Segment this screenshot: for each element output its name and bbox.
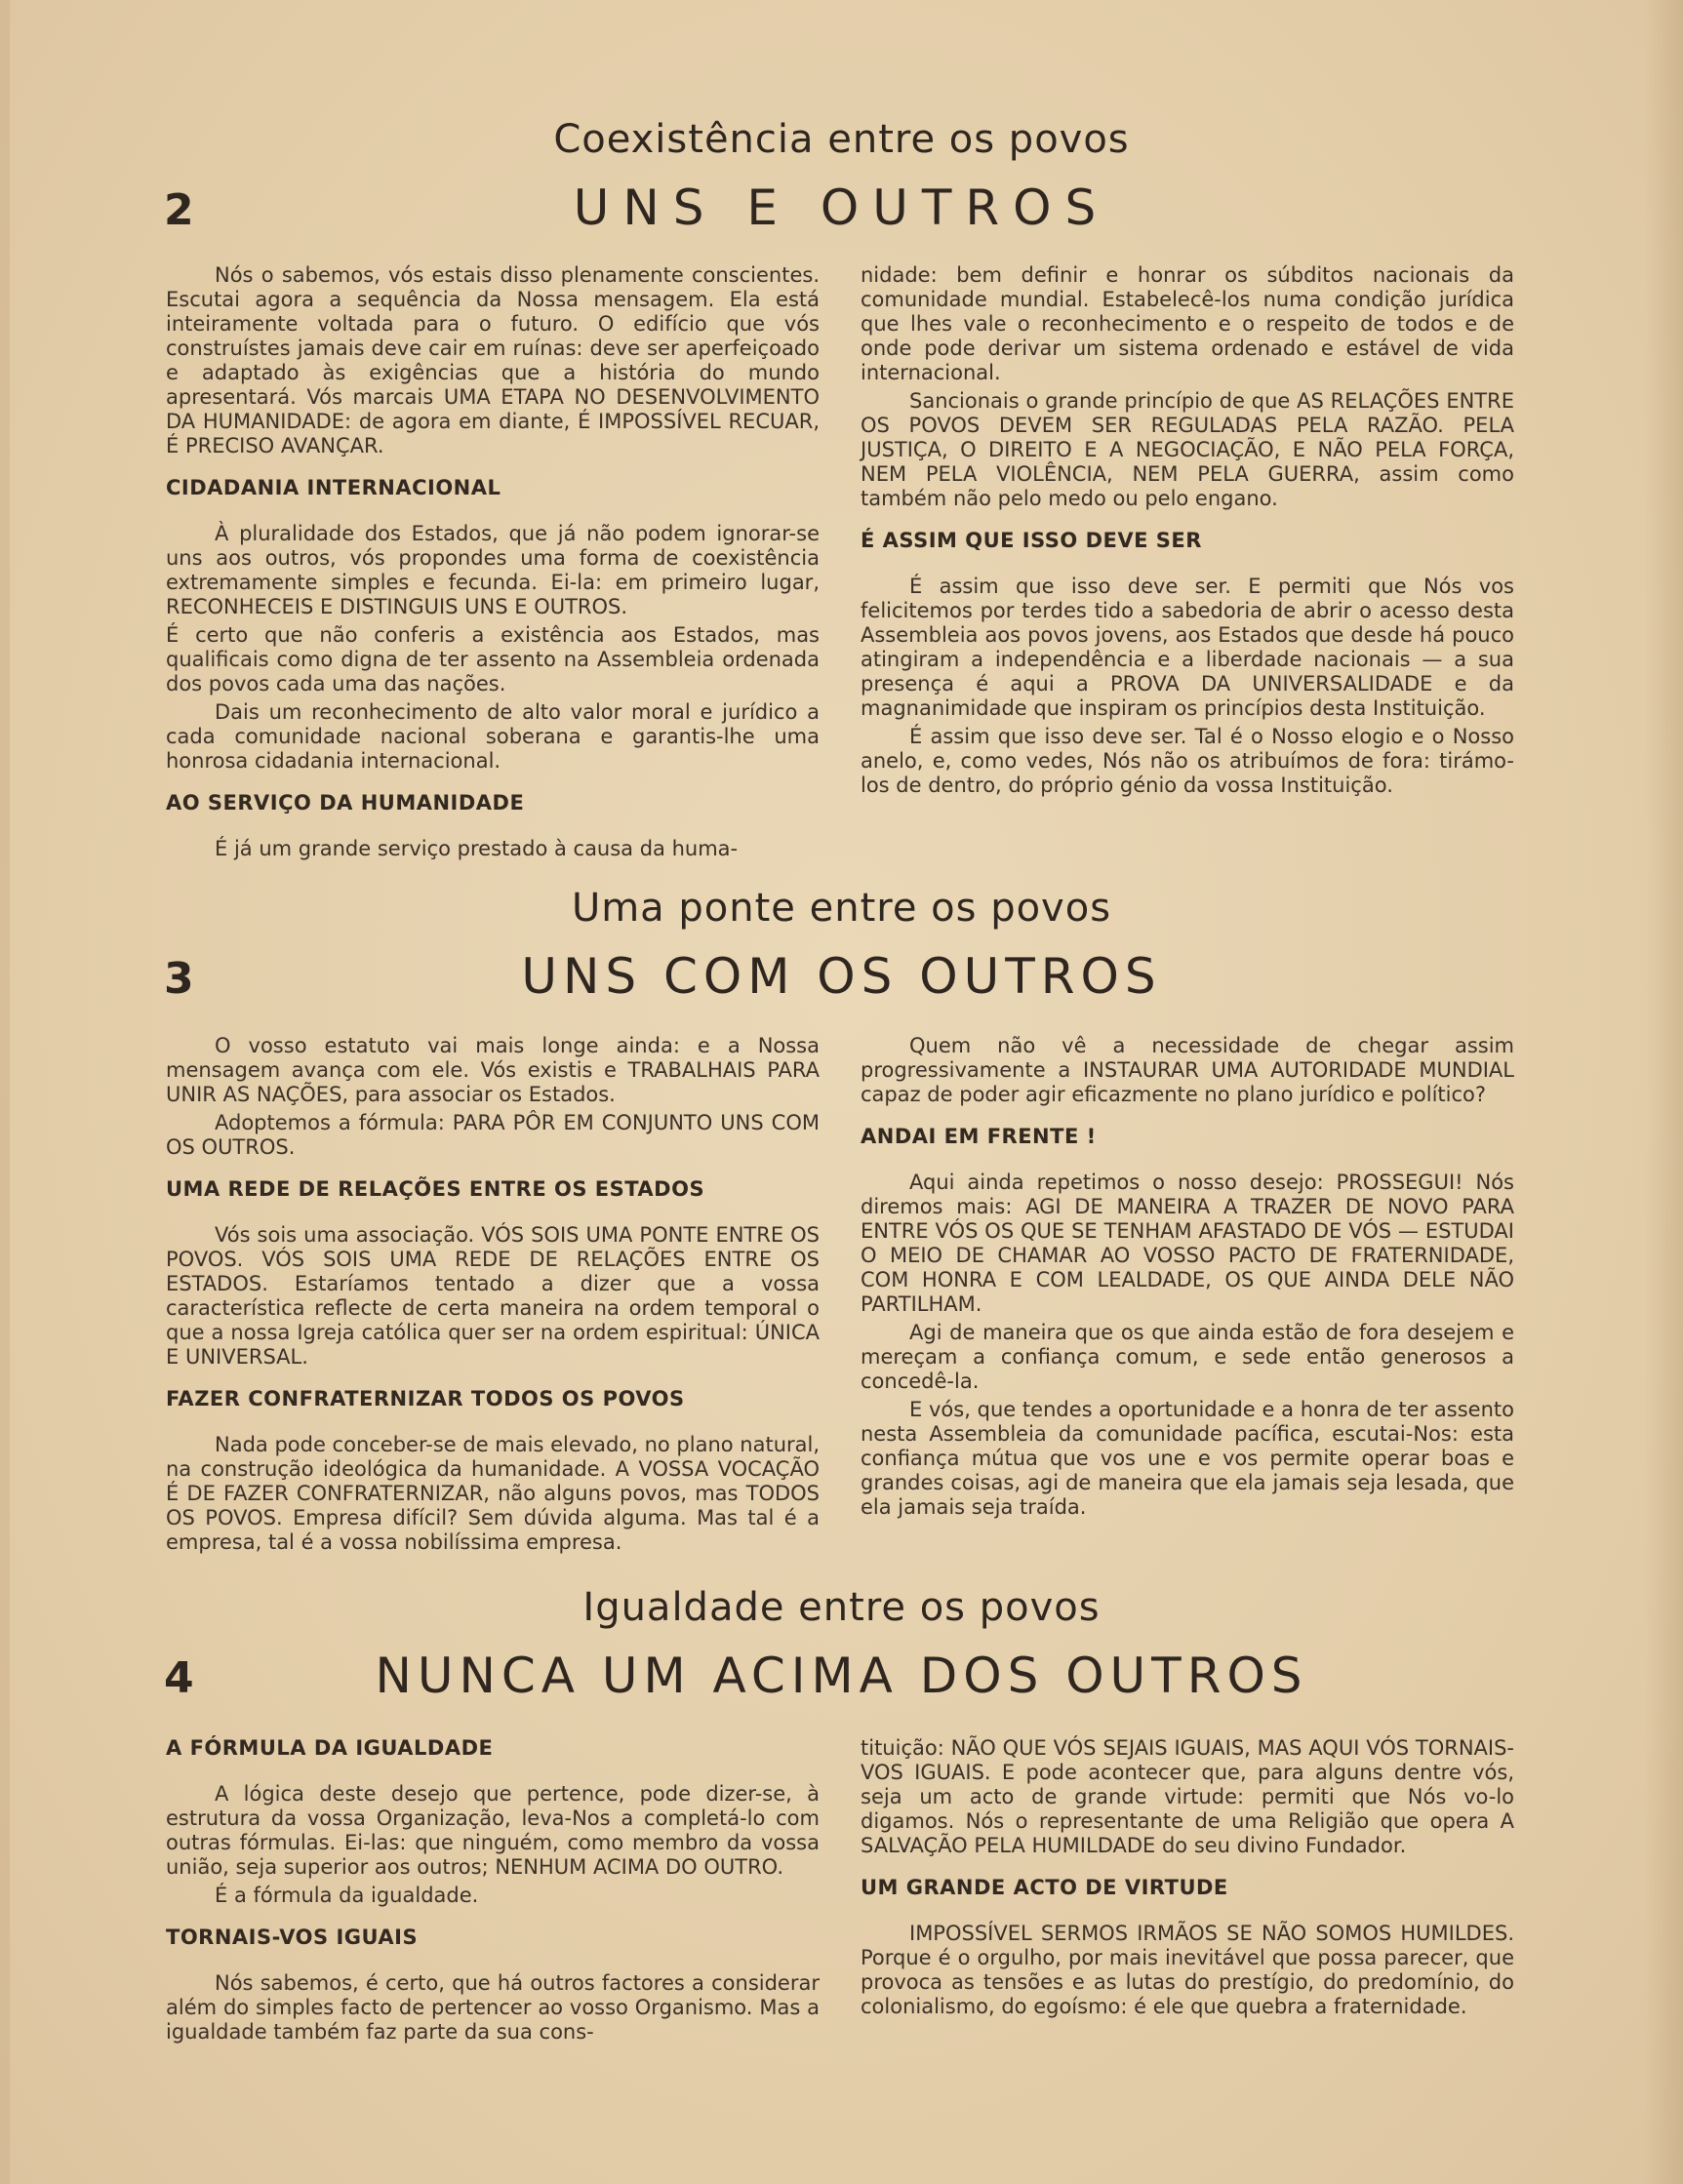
subheading: A FÓRMULA DA IGUALDADE: [166, 1736, 494, 1760]
paragraph: Adoptemos a fórmula: PARA PÔR EM CONJUNTO UNS COM OS OUTROS.: [166, 1111, 820, 1159]
paragraph: À pluralidade dos Estados, que já não podem ignorar-se uns aos outros, vós propondes uma forma de coexistência extremamente simples e fecunda. Ei-la: em primeiro lugar, RECONHECEIS E DISTINGUIS UNS E OUTROS.: [166, 522, 820, 618]
section-subtitle: Coexistência entre os povos: [553, 117, 1130, 162]
subheading: É ASSIM QUE ISSO DEVE SER: [861, 529, 1202, 552]
paragraph: Dais um reconhecimento de alto valor moral e jurídico a cada comunidade nacional soberana e garantis-lhe uma honrosa cidadania internacional.: [166, 700, 820, 773]
paragraph: Nós sabemos, é certo, que há outros factores a considerar além do simples facto de pertencer ao vosso Organismo. Mas a igualdade também faz parte da sua cons-: [166, 1971, 820, 2044]
paragraph: Quem não vê a necessidade de chegar assim progressivamente a INSTAURAR UMA AUTORIDADE MUNDIAL capaz de poder agir eficazmente no plano jurídico e político?: [861, 1034, 1514, 1106]
paragraph: É a fórmula da igualdade.: [215, 1884, 479, 1907]
subheading: TORNAIS-VOS IGUAIS: [166, 1926, 419, 1949]
subheading: ANDAI EM FRENTE !: [861, 1125, 1097, 1148]
section-title: UNS E OUTROS: [573, 179, 1110, 236]
paragraph: IMPOSSÍVEL SERMOS IRMÃOS SE NÃO SOMOS HUMILDES. Porque é o orgulho, por mais inevitável que possa parecer, que provoca as tensões e as lutas do prestígio, do predomínio, do colonialismo, do egoísmo: é ele que quebra a fraternidade.: [861, 1922, 1514, 2018]
page-edge-shadow: [0, 0, 10, 2184]
paragraph: É assim que isso deve ser. E permiti que Nós vos felicitemos por terdes tido a sabedoria de abrir o acesso desta Assembleia aos povos jovens, aos Estados que desde há pouco atingiram a independência e a liberdade nacionais — a sua presença é aqui a PROVA DA UNIVERSALIDADE e da magnanimidade que inspiram os princípios desta Instituição.: [861, 575, 1514, 720]
section-subtitle: Igualdade entre os povos: [582, 1585, 1101, 1630]
paragraph: O vosso estatuto vai mais longe ainda: e a Nossa mensagem avança com ele. Vós existis e TRABALHAIS PARA UNIR AS NAÇÕES, para associar os Estados.: [166, 1034, 820, 1106]
section-3-left-column: [166, 1034, 820, 1559]
section-title: NUNCA UM ACIMA DOS OUTROS: [375, 1648, 1308, 1704]
section-2-left-column: [166, 263, 820, 865]
paragraph: tituição: NÃO QUE VÓS SEJAIS IGUAIS, MAS AQUI VÓS TORNAIS-VOS IGUAIS. E pode acontecer que, para alguns dentre vós, seja um acto de grande virtude: permiti que Nós vo-lo digamos. Nós o representante de uma Religião que opera A SALVAÇÃO PELA HUMILDADE do seu divino Fundador.: [861, 1736, 1514, 1857]
paragraph: Nada pode conceber-se de mais elevado, no plano natural, na construção ideológica da humanidade. A VOSSA VOCAÇÃO É DE FAZER CONFRATERNIZAR, não alguns povos, mas TODOS OS POVOS. Empresa difícil? Sem dúvida alguma. Mas tal é a empresa, tal é a vossa nobilíssima empresa.: [166, 1433, 821, 1554]
section-number: 3: [164, 954, 194, 1004]
subheading: FAZER CONFRATERNIZAR TODOS OS POVOS: [166, 1387, 685, 1410]
page-edge-shadow-right: [1644, 0, 1683, 2184]
section-3-right-column: [861, 1034, 1514, 1524]
paragraph: É já um grande serviço prestado à causa da huma-: [215, 837, 739, 860]
section-subtitle: Uma ponte entre os povos: [571, 886, 1112, 931]
section-number: 4: [164, 1653, 194, 1703]
subheading: UM GRANDE ACTO DE VIRTUDE: [861, 1876, 1228, 1899]
paragraph: É assim que isso deve ser. Tal é o Nosso elogio e o Nosso anelo, e, como vedes, Nós não os atribuímos de fora: tirámo-los de dentro, do próprio génio da vossa Instituição.: [861, 725, 1514, 797]
paragraph: Aqui ainda repetimos o nosso desejo: PROSSEGUI! Nós diremos mais: AGI DE MANEIRA A TRAZER DE NOVO PARA ENTRE VÓS OS QUE SE TENHAM AFASTADO DE VÓS — ESTUDAI O MEIO DE CHAMAR AO VOSSO PACTO DE FRATERNIDADE, COM HONRA E COM LEALDADE, OS QUE AINDA DELE NÃO PARTILHAM.: [861, 1171, 1514, 1316]
paragraph: E vós, que tendes a oportunidade e a honra de ter assento nesta Assembleia da comunidade pacífica, escutai-Nos: esta confiança mútua que vos une e vos permite operar boas e grandes coisas, agi de maneira que ela jamais seja lesada, que ela jamais seja traída.: [861, 1398, 1514, 1519]
section-title: UNS COM OS OUTROS: [521, 948, 1162, 1005]
subheading: UMA REDE DE RELAÇÕES ENTRE OS ESTADOS: [166, 1177, 705, 1201]
section-2-right-column: [861, 263, 1514, 802]
section-number: 2: [164, 185, 194, 235]
paragraph: A lógica deste desejo que pertence, pode dizer-se, à estrutura da vossa Organização, leva-Nos a completá-lo com outras fórmulas. Ei-las: que ninguém, como membro da vossa união, seja superior aos outros; NENHUM ACIMA DO OUTRO.: [166, 1782, 820, 1879]
paragraph: É certo que não conferis a existência aos Estados, mas qualificais como digna de ter assento na Assembleia ordenada dos povos cada uma das nações.: [166, 623, 820, 695]
paragraph: Nós o sabemos, vós estais disso plenamente conscientes. Escutai agora a sequência da Nossa mensagem. Ela está inteiramente voltada para o futuro. O edifício que vós construístes jamais deve cair em ruínas: deve ser aperfeiçoado e adaptado às exigências que a história do mundo apresentará. Vós marcais UMA ETAPA NO DESENVOLVIMENTO DA HUMANIDADE: de agora em diante, É IMPOSSÍVEL RECUAR, É PRECISO AVANÇAR.: [166, 263, 820, 457]
paragraph: Sancionais o grande princípio de que AS RELAÇÕES ENTRE OS POVOS DEVEM SER REGULADAS PELA RAZÃO. PELA JUSTIÇA, O DIREITO E A NEGOCIAÇÃO, E NÃO PELA FORÇA, NEM PELA VIOLÊNCIA, NEM PELA GUERRA, assim como também não pelo medo ou pelo engano.: [861, 389, 1514, 510]
paragraph: Agi de maneira que os que ainda estão de fora desejem e mereçam a confiança comum, e sede então generosos a concedê-la.: [861, 1321, 1514, 1393]
paragraph: Vós sois uma associação. VÓS SOIS UMA PONTE ENTRE OS POVOS. VÓS SOIS UMA REDE DE RELAÇÕES ENTRE OS ESTADOS. Estaríamos tentado a dizer que a vossa característica reflecte de certa maneira na ordem temporal o que a nossa Igreja católica quer ser na ordem espiritual: ÚNICA E UNIVERSAL.: [166, 1223, 820, 1369]
paragraph: nidade: bem definir e honrar os súbditos nacionais da comunidade mundial. Estabelecê-los numa condição jurídica que lhes vale o reconhecimento e o respeito de todos e de onde pode derivar um sistema ordenado e estável de vida internacional.: [861, 263, 1514, 384]
subheading: CIDADANIA INTERNACIONAL: [166, 476, 501, 499]
section-4-left-column: [166, 1736, 820, 2048]
section-4-right-column: [861, 1736, 1514, 2023]
subheading: AO SERVIÇO DA HUMANIDADE: [166, 791, 525, 814]
